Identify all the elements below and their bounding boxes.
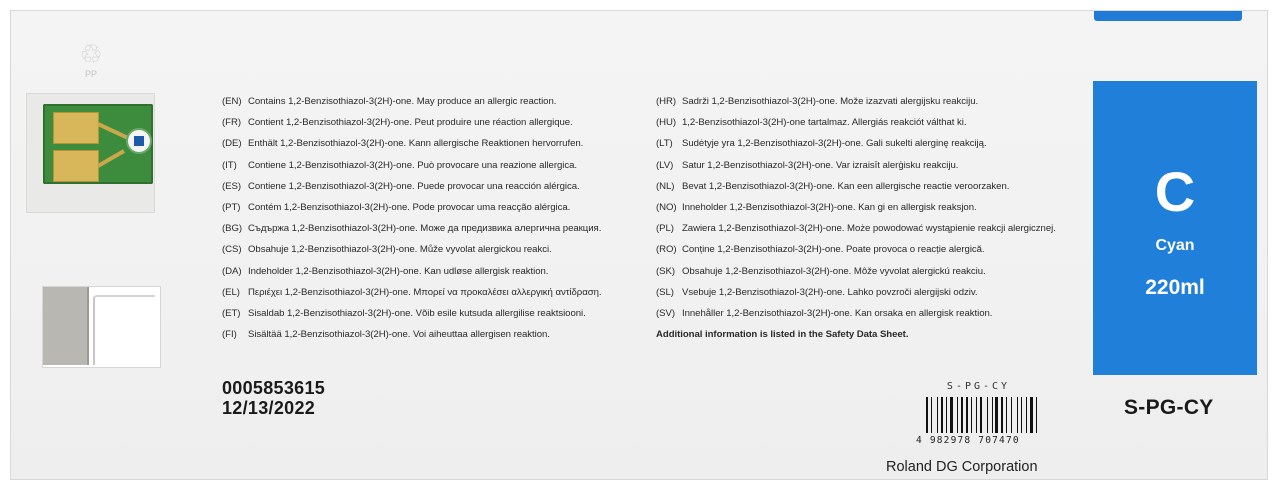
language-code: (SL) <box>656 286 674 298</box>
warning-text: Contém 1,2-Benzisothiazol-3(2H)-one. Pode provocar uma reacção alérgica. <box>248 201 571 213</box>
recycle-triangle-icon: ♲ <box>79 39 103 69</box>
warning-text: Satur 1,2-Benzisothiazol-3(2H)-one. Var izraisīt alerģisku reakciju. <box>682 159 959 171</box>
barcode-bar <box>1034 397 1035 433</box>
warning-row <box>222 288 601 309</box>
warnings-right-column <box>656 97 1056 351</box>
warning-row <box>222 97 601 118</box>
language-code: (ES) <box>222 180 241 192</box>
language-code: (RO) <box>656 244 677 256</box>
warning-text: Περιέχει 1,2-Benzisothiazol-3(2H)-one. Μπορεί να προκαλέσει αλλεργική αντίδραση. <box>248 286 602 298</box>
color-name: Cyan <box>1155 237 1195 254</box>
barcode-bar <box>983 397 986 433</box>
barcode-bar <box>933 397 936 433</box>
language-code: (HR) <box>656 96 677 107</box>
barcode-bar <box>1017 397 1018 433</box>
warning-text: Inneholder 1,2-Benzisothiazol-3(2H)-one. Kan gi en allergisk reaksjon. <box>682 201 977 213</box>
barcode-bar <box>950 397 953 433</box>
warning-text: Съдържа 1,2-Benzisothiazol-3(2H)-one. Може да предизвика алергична реакция. <box>248 223 602 235</box>
language-code: (SK) <box>656 265 675 277</box>
barcode-bar <box>937 397 938 433</box>
barcode-bar <box>1001 397 1003 433</box>
barcode-bar <box>957 397 958 433</box>
warning-text: Sisaldab 1,2-Benzisothiazol-3(2H)-one. Võib esile kutsuda allergilise reaktsiooni. <box>248 307 586 319</box>
warning-row <box>656 118 1056 139</box>
language-code: (BG) <box>222 223 243 235</box>
language-code: (NL) <box>656 180 675 192</box>
warning-row <box>222 330 601 351</box>
warning-row <box>656 309 1056 330</box>
color-letter: C <box>1154 160 1196 223</box>
barcode-bar <box>929 397 930 433</box>
warning-row <box>656 139 1056 160</box>
warning-text: Sisältää 1,2-Benzisothiazol-3(2H)-one. Voi aiheuttaa allergisen reaktion. <box>248 329 550 341</box>
warning-row <box>222 118 601 139</box>
warning-text: Contiene 1,2-Benzisothiazol-3(2H)-one. Puede provocar una reacción alérgica. <box>248 180 580 192</box>
language-code: (IT) <box>222 159 237 171</box>
color-volume: 220ml <box>1145 276 1205 299</box>
language-code: (NO) <box>656 201 677 213</box>
language-code: (LT) <box>656 138 673 150</box>
language-code: (CS) <box>222 244 242 256</box>
barcode-bar <box>992 397 993 433</box>
language-code: (DA) <box>222 265 242 277</box>
barcode-bar <box>1011 397 1012 433</box>
language-code: (FR) <box>222 117 241 129</box>
warning-row <box>656 267 1056 288</box>
ink-window-dark-panel <box>43 287 89 365</box>
barcode-bar <box>946 397 947 433</box>
barcode-bar <box>995 397 998 433</box>
language-code: (FI) <box>222 329 237 341</box>
barcode-bar <box>1004 397 1005 433</box>
barcode-bar <box>973 397 975 433</box>
chip-trace <box>97 149 125 167</box>
barcode-bar <box>926 397 928 433</box>
language-code: (LV) <box>656 159 674 171</box>
barcode-bar <box>1013 397 1016 433</box>
barcode-bar <box>980 397 982 433</box>
warning-row <box>222 161 601 182</box>
barcode-bar <box>1019 397 1020 433</box>
warning-row <box>222 182 601 203</box>
recycle-code: PP <box>84 69 97 79</box>
language-code: (PT) <box>222 201 241 213</box>
barcode-bar <box>971 397 972 433</box>
barcode-bar <box>999 397 1000 433</box>
barcode-bar <box>966 397 969 433</box>
warning-row <box>656 245 1056 266</box>
language-code: (EL) <box>222 286 240 298</box>
barcode-bar <box>1036 397 1037 433</box>
warning-text: Bevat 1,2-Benzisothiazol-3(2H)-one. Kan een allergische reactie veroorzaken. <box>682 180 1010 192</box>
barcode-bar <box>1006 397 1007 433</box>
barcode-bar <box>969 397 970 433</box>
chip-ic-icon <box>126 128 152 154</box>
barcode <box>916 381 1041 446</box>
warning-row <box>656 97 1056 118</box>
warning-row <box>656 161 1056 182</box>
warning-row <box>656 288 1056 309</box>
warning-text: Obsahuje 1,2-Benzisothiazol-3(2H)-one. Môže vyvolat alergickú reakciu. <box>682 265 986 277</box>
barcode-bar <box>994 397 995 433</box>
warning-row <box>656 182 1056 203</box>
model-number: S-PG-CY <box>1124 396 1214 419</box>
barcode-label: S-PG-CY <box>946 381 1011 392</box>
language-code: (EN) <box>222 96 242 107</box>
chip-contact-pad <box>53 150 99 182</box>
ink-cartridge-label <box>10 10 1268 480</box>
language-code: (ET) <box>222 307 241 319</box>
lot-info <box>222 378 325 418</box>
barcode-bar <box>939 397 941 433</box>
ic-chip-area <box>26 93 155 213</box>
language-code: (HU) <box>656 117 677 129</box>
warning-row <box>222 245 601 266</box>
chip-trace <box>97 122 128 139</box>
warning-text: Contiene 1,2-Benzisothiazol-3(2H)-one. Può provocare una reazione allergica. <box>248 159 577 171</box>
language-code: (DE) <box>222 138 242 150</box>
warning-text: Sadrži 1,2-Benzisothiazol-3(2H)-one. Može izazvati alergijsku reakciju. <box>682 96 979 107</box>
manufacturer: Roland DG Corporation <box>886 459 1038 475</box>
barcode-bar <box>1030 397 1033 433</box>
warning-row <box>656 203 1056 224</box>
chip-contact-pad <box>53 112 99 144</box>
barcode-bar <box>944 397 945 433</box>
barcode-bar <box>987 397 988 433</box>
barcode-bar <box>941 397 943 433</box>
barcode-number: 4 982978 707470 <box>916 435 1020 446</box>
warning-row <box>222 309 601 330</box>
barcode-bar <box>1008 397 1010 433</box>
warning-text: Conține 1,2-Benzisothiazol-3(2H)-one. Poate provoca o reacție alergică. <box>682 244 985 256</box>
ink-window-light-panel <box>93 295 155 365</box>
barcode-bar <box>931 397 932 433</box>
barcode-bar <box>1028 397 1029 433</box>
warning-text: 1,2-Benzisothiazol-3(2H)-one tartalmaz. Allergiás reakciót válthat ki. <box>682 117 967 129</box>
barcode-bar <box>948 397 949 433</box>
barcode-bar <box>959 397 960 433</box>
warning-text: Sudėtyje yra 1,2-Benzisothiazol-3(2H)-one. Gali sukelti alerginę reakciją. <box>682 138 987 150</box>
warning-text: Enthält 1,2-Benzisothiazol-3(2H)-one. Kann allergische Reaktionen hervorrufen. <box>248 138 584 150</box>
barcode-bar <box>1021 397 1023 433</box>
warning-row <box>656 224 1056 245</box>
warning-row <box>222 139 601 160</box>
warning-text: Innehåller 1,2-Benzisothiazol-3(2H)-one. Kan orsaka en allergisk reaktion. <box>682 307 993 319</box>
warning-text: Contient 1,2-Benzisothiazol-3(2H)-one. Peut produire une réaction allergique. <box>248 117 573 129</box>
warning-text: Vsebuje 1,2-Benzisothiazol-3(2H)-one. Lahko povzroči alergijski odziv. <box>682 286 978 298</box>
barcode-bar <box>954 397 956 433</box>
barcode-bar <box>1038 397 1040 433</box>
additional-info: Additional information is listed in the Safety Data Sheet. <box>656 329 909 341</box>
warning-row <box>222 224 601 245</box>
color-tab <box>1094 11 1242 21</box>
barcode-bar <box>964 397 965 433</box>
warnings-left-column <box>222 97 601 351</box>
lot-number: 0005853615 <box>222 378 326 398</box>
barcode-bar <box>961 397 963 433</box>
barcode-bars <box>926 397 1041 437</box>
barcode-bar <box>978 397 979 433</box>
recycle-icon <box>73 41 109 79</box>
warning-row <box>222 267 601 288</box>
barcode-bar <box>1023 397 1025 433</box>
warning-text: Indeholder 1,2-Benzisothiazol-3(2H)-one. Kan udløse allergisk reaktion. <box>248 265 549 277</box>
warning-text: Zawiera 1,2-Benzisothiazol-3(2H)-one. Może powodować wystąpienie reakcji alergicznej. <box>682 223 1056 235</box>
warning-text: Obsahuje 1,2-Benzisothiazol-3(2H)-one. Může vyvolat alergickou reakci. <box>248 244 552 256</box>
warning-text: Contains 1,2-Benzisothiazol-3(2H)-one. May produce an allergic reaction. <box>248 96 557 107</box>
color-box <box>1093 81 1257 375</box>
warning-row <box>222 203 601 224</box>
language-code: (PL) <box>656 223 674 235</box>
ink-window <box>42 286 161 368</box>
ic-chip <box>43 104 153 184</box>
barcode-bar <box>976 397 977 433</box>
barcode-bar <box>1026 397 1027 433</box>
language-code: (SV) <box>656 307 675 319</box>
barcode-bar <box>989 397 991 433</box>
manufacture-date: 12/13/2022 <box>222 398 316 418</box>
